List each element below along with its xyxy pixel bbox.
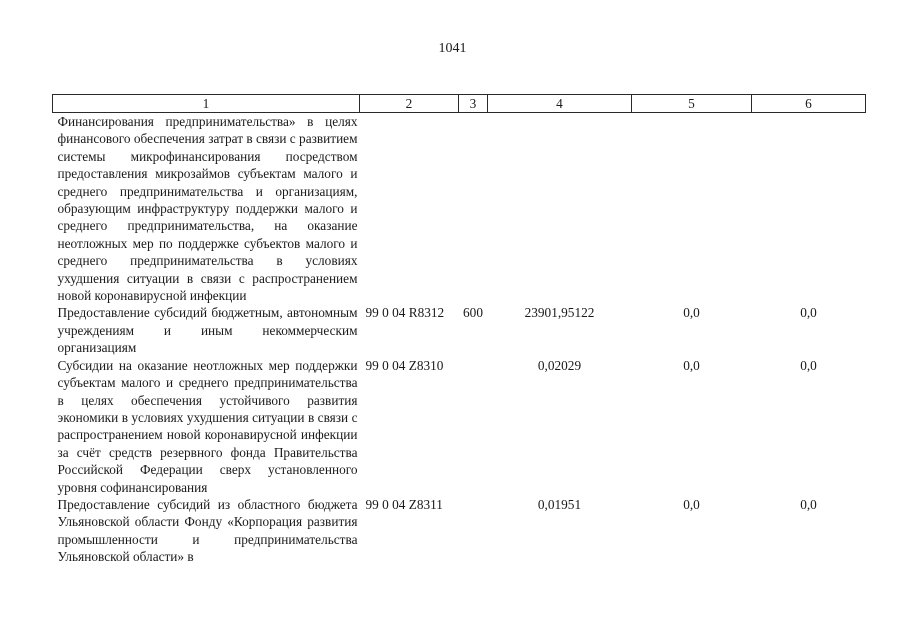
row-value-col4: 0,02029	[537, 357, 582, 373]
table-body	[53, 113, 866, 566]
row-value-col5: 0,0	[683, 305, 700, 321]
row-value-col5	[632, 113, 752, 305]
row-target-code: 99 0 04 Z8310	[365, 357, 444, 373]
row-target-code: 99 0 04 R8312	[365, 305, 445, 321]
row-expense-type	[459, 113, 488, 305]
column-header-6: 6	[752, 95, 866, 113]
column-header-4: 4	[488, 95, 632, 113]
table-row	[53, 496, 866, 566]
table-row	[53, 113, 866, 305]
row-target-code	[360, 113, 459, 305]
table-header	[53, 95, 866, 113]
row-value-col6: 0,0	[800, 305, 817, 321]
row-value-col5: 0,0	[683, 496, 700, 512]
header-row	[53, 95, 866, 113]
row-value-col6	[752, 113, 866, 305]
row-expense-type: 600	[463, 305, 483, 321]
column-header-1: 1	[53, 95, 360, 113]
row-value-col4: 23901,95122	[524, 305, 595, 321]
row-target-code: 99 0 04 Z8311	[365, 496, 443, 512]
column-header-5: 5	[632, 95, 752, 113]
row-value-col6: 0,0	[800, 357, 817, 373]
row-description: Предоставление субсидий бюджетным, автономным учреждениям и иным некоммерческим организациям	[57, 305, 358, 356]
row-expense-type	[459, 496, 488, 566]
row-expense-type	[459, 357, 488, 496]
row-description: Предоставление субсидий из областного бюджета Ульяновской области Фонду «Корпорация развития промышленности и предпринимательства Ульяновской области» в	[57, 496, 358, 565]
row-value-col6: 0,0	[800, 496, 817, 512]
row-value-col5: 0,0	[683, 357, 700, 373]
row-description: Субсидии на оказание неотложных мер поддержки субъектам малого и среднего предпринимательства в целях обеспечения устойчивого развития экономики в условиях ухудшения ситуации в связи с распространением новой коронавирусной инфекции за счёт средств резервного фонда Правительства Российской Федерации сверх установленного уровня софинансирования	[57, 357, 358, 495]
column-header-2: 2	[360, 95, 459, 113]
table-row	[53, 304, 866, 356]
column-header-3: 3	[459, 95, 488, 113]
row-description: Финансирования предпринимательства» в целях финансового обеспечения затрат в связи с развитием системы микрофинансирования посредством предоставления микрозаймов субъектам малого и среднего предпринимательства и организациям, образующим инфраструктуру поддержки малого и среднего предпринимательства, на оказание неотложных мер по поддержке субъектов малого и среднего предпринимательства в условиях ухудшения ситуации в связи с распространением новой коронавирусной инфекции	[57, 114, 358, 304]
budget-table	[52, 94, 866, 566]
page-number: 1041	[438, 41, 467, 56]
row-value-col4	[488, 113, 632, 305]
row-value-col4: 0,01951	[537, 496, 582, 512]
table-row	[53, 357, 866, 496]
